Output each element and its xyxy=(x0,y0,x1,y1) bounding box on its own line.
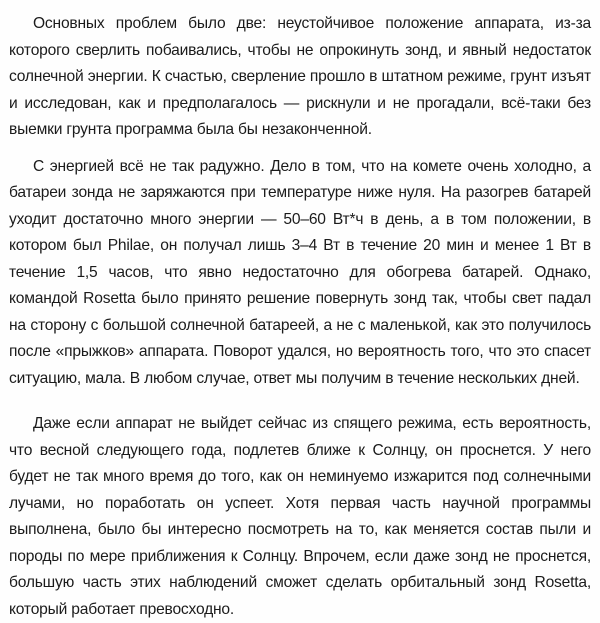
paragraph-future-prospects: Даже если аппарат не выйдет сейчас из спящего режима, есть вероятность, что весной следующего года, подлетев ближе к Солнцу, он проснется. У него будет не так много время до того, как он неминуемо изжарится под солнечными лучами, но поработать он успеет. Хотя первая часть научной программы выполнена, было бы интересно посмотреть на то, как меняется состав пыли и породы по мере приближения к Солнцу. Впрочем, если даже зонд не проснется, большую часть этих наблюдений сможет сделать орбитальный зонд Rosetta, который работает превосходно. xyxy=(9,415,591,618)
paragraph-drilling-problems: Основных проблем было две: неустойчивое положение аппарата, из-за которого сверлить побаивались, чтобы не опрокинуть зонд, и явный недостаток солнечной энергии. К счастью, сверление прошло в штатном режиме, грунт изъят и исследован, как и предполагалось — рискнули и не прогадали, всё-таки без выемки грунта программа была бы незаконченной. xyxy=(9,15,591,138)
paragraph-energy-situation: С энергией всё не так радужно. Дело в том, что на комете очень холодно, а батареи зонда не заряжаются при температуре ниже нуля. На разогрев батарей уходит достаточно много энергии — 50–60 Вт*ч в день, а в том положении, в котором был Philae, он получал лишь 3–4 Вт в течение 20 мин и менее 1 Вт в течение 1,5 часов, что явно недостаточно для обогрева батарей. Однако, командой Rosetta было принято решение повернуть зонд так, чтобы свет падал на сторону с большой солнечной батареей, а не с маленькой, как это получилось после «прыжков» аппарата. Поворот удался, но вероятность того, что это спасет ситуацию, мала. В любом случае, ответ мы получим в течение нескольких дней. xyxy=(9,157,591,387)
